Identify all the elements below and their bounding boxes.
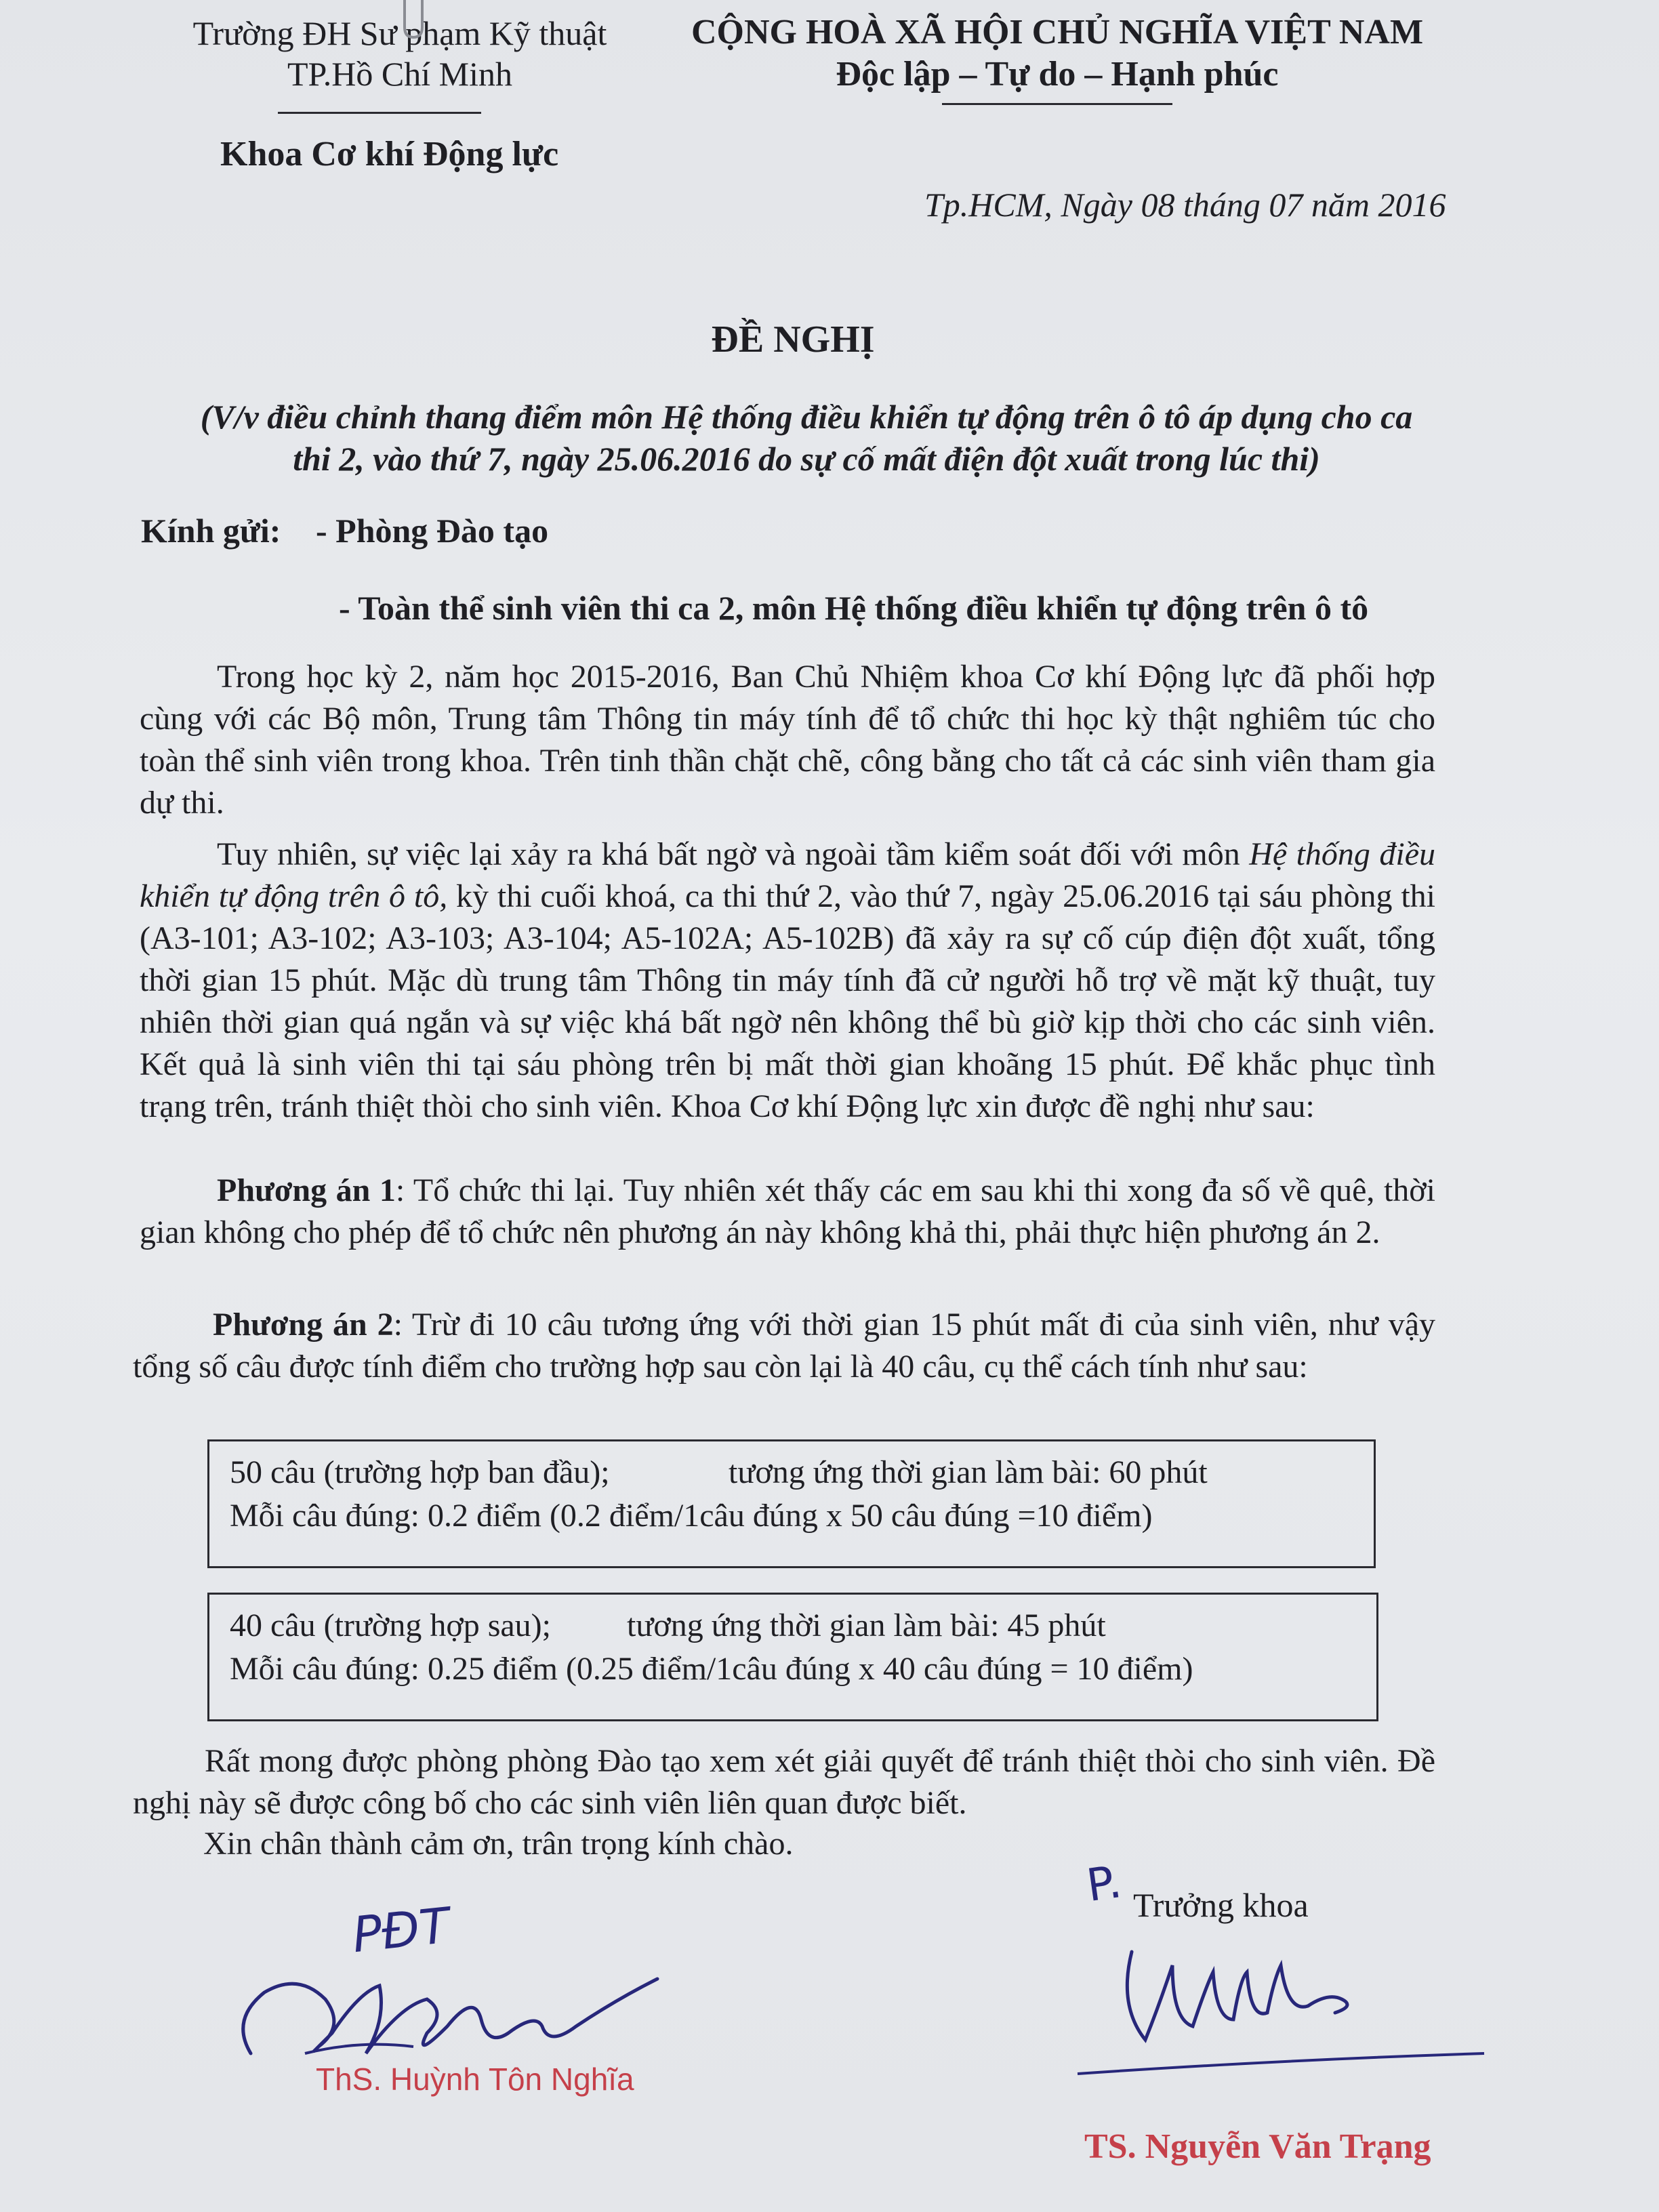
scoring-box-adjusted [207,1593,1378,1721]
left-signer-name: ThS. Huỳnh Tôn Nghĩa [316,2062,634,2097]
paper-clip-icon [396,0,430,41]
box-1-duration: tương ứng thời gian làm bài: 60 phút [729,1454,1208,1490]
option-1-label: Phương án 1 [217,1172,396,1208]
document-title: ĐỀ NGHỊ [711,319,875,361]
subject-line-2: thi 2, vào thứ 7, ngày 25.06.2016 do sự cố mất điện đột xuất trong lúc thi) [293,440,1320,478]
box-1-questions: 50 câu (trường hợp ban đầu); [230,1454,610,1490]
right-signer-title: Trưởng khoa [1133,1886,1309,1924]
option-2-text: : Trừ đi 10 câu tương ứng với thời gian 15 phút mất đi của sinh viên, như vậy tổng số câu được tính điểm cho trường hợp sau còn lại là 40 câu, cụ thể cách tính như sau: [133,1307,1435,1385]
option-1-text: : Tổ chức thi lại. Tuy nhiên xét thấy các em sau khi thi xong đa số về quê, thời gian không cho phép để tổ chức nên phương án này không khả thi, phải thực hiện phương án 2. [140,1172,1435,1250]
right-signature-icon [1071,1925,1491,2087]
national-motto: Độc lập – Tự do – Hạnh phúc [836,55,1279,94]
recipient-1: - Phòng Đào tạo [316,512,549,550]
box-2-duration: tương ứng thời gian làm bài: 45 phút [627,1607,1106,1643]
closing-greeting: Xin chân thành cảm ơn, trân trọng kính chào. [203,1826,794,1862]
option-2-paragraph [133,1304,1435,1388]
course-name: Hệ thống điều khiển tự động trên ô tô, [140,836,1435,914]
paragraph-2-lead: Tuy nhiên, sự việc lại xảy ra khá bất ngờ và ngoài tầm kiểm soát đối với môn [217,836,1250,872]
box-2-scoring: Mỗi câu đúng: 0.25 điểm (0.25 điểm/1câu đúng x 40 câu đúng = 10 điểm) [230,1651,1193,1687]
recipient-2: - Toàn thể sinh viên thi ca 2, môn Hệ thống điều khiển tự động trên ô tô [339,589,1369,627]
option-1-paragraph [140,1170,1435,1254]
paragraph-2-rest: kỳ thi cuối khoá, ca thi thứ 2, vào thứ 7, ngày 25.06.2016 tại sáu phòng thi (A3-101; A3-102; A3-103; A3-104; A5-102A; A5-102B) đã xảy ra sự cố cúp điện đột xuất, tổng thời gian 15 phút. Mặc dù trung tâm Thông tin máy tính đã cử người hỗ trợ về mặt kỹ thuật, tuy nhiên thời gian quá ngắn và sự việc khá bất ngờ nên không thể bù giờ kịp thời cho các sinh viên. Kết quả là sinh viên thi tại sáu phòng trên bị mất thời gian khoãng 15 phút. Để khắc phục tình trạng trên, tránh thiệt thòi cho sinh viên. Khoa Cơ khí Động lực xin được đề nghị như sau: [140,878,1435,1124]
body-paragraph-1: Trong học kỳ 2, năm học 2015-2016, Ban Chủ Nhiệm khoa Cơ khí Động lực đã phối hợp cùng với các Bộ môn, Trung tâm Thông tin máy tính để tổ chức thi học kỳ thật nghiêm túc cho toàn thể sinh viên trong khoa. Trên tinh thần chặt chẽ, công bằng cho tất cả các sinh viên tham gia dự thi. [140,659,1435,821]
right-signer-name: TS. Nguyễn Văn Trạng [1084,2127,1431,2166]
deputy-mark: P. [1083,1855,1125,1912]
body-paragraph-2 [140,834,1435,1128]
handwritten-note: PĐT [350,1896,453,1964]
school-name: Trường ĐH Sư phạm Kỹ thuật [192,14,607,52]
box-2-questions: 40 câu (trường hợp sau); [230,1607,551,1643]
national-title: CỘNG HOÀ XÃ HỘI CHỦ NGHĨA VIỆT NAM [691,13,1424,52]
box-1-scoring: Mỗi câu đúng: 0.2 điểm (0.2 điểm/1câu đúng x 50 câu đúng =10 điểm) [230,1498,1153,1534]
recipients-label: Kính gửi: [141,512,281,550]
date-line: Tp.HCM, Ngày 08 tháng 07 năm 2016 [924,186,1446,224]
closing-paragraph: Rất mong được phòng phòng Đào tạo xem xét giải quyết để tránh thiệt thòi cho sinh viên. Đề nghị này sẽ được công bố cho các sinh viên liên quan được biết. [133,1743,1435,1821]
scoring-box-original [207,1439,1376,1568]
department-name: Khoa Cơ khí Động lực [220,135,559,173]
header-left-rule [278,112,481,114]
school-city: TP.Hồ Chí Minh [287,55,512,93]
option-2-label: Phương án 2 [213,1307,394,1343]
header-right-rule [942,103,1172,105]
subject-line-1: (V/v điều chỉnh thang điểm môn Hệ thống điều khiển tự động trên ô tô áp dụng cho ca [200,398,1413,436]
